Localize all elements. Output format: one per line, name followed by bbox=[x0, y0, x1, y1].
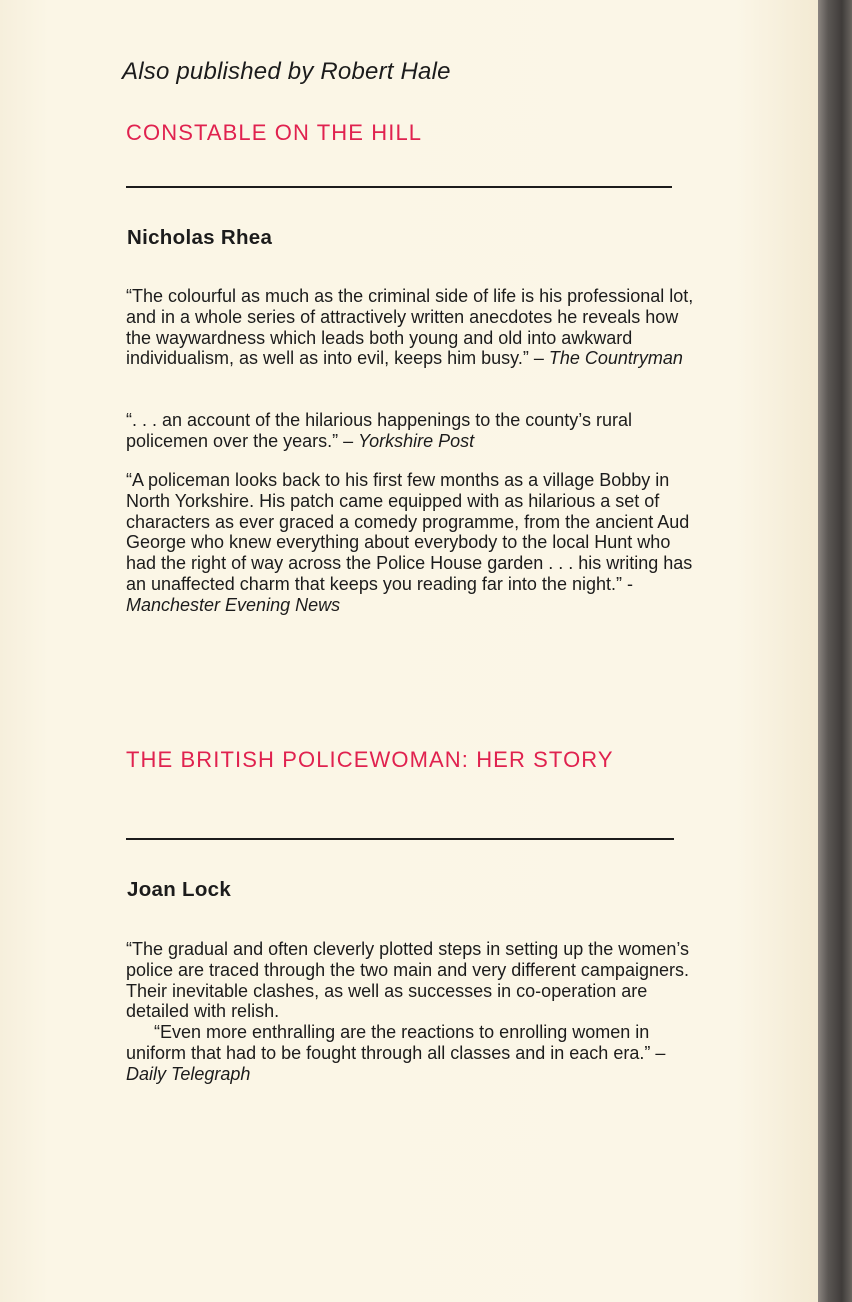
divider-rule bbox=[126, 838, 674, 840]
review-source: Manchester Evening News bbox=[126, 594, 341, 615]
book-title-british-policewoman: THE BRITISH POLICEWOMAN: HER STORY bbox=[126, 747, 614, 772]
book-title-constable-on-the-hill: CONSTABLE ON THE HILL bbox=[126, 120, 423, 145]
review-text: “A policeman looks back to his first few months as a village Bobby in North Yorkshire. His patch came equipped with as hilarious a set of characters as ever graced a comedy programme, from the ancient Aud George who knew everything about everybody to the local Hunt who had the right of way across the Police House garden . . . his writing has an unaffected charm that keeps you reading far into the night.” - bbox=[126, 470, 693, 594]
author-name: Nicholas Rhea bbox=[127, 226, 273, 249]
review-quote bbox=[126, 470, 696, 616]
review-quote bbox=[126, 286, 696, 369]
review-quote bbox=[126, 1022, 696, 1084]
divider-rule bbox=[126, 186, 672, 188]
publisher-line: Also published by Robert Hale bbox=[122, 58, 451, 85]
book-spine-edge bbox=[818, 0, 852, 1302]
review-text: “Even more enthralling are the reactions to enrolling women in uniform that had to be fought through all classes and in each era.” – bbox=[126, 1022, 666, 1063]
review-text: “. . . an account of the hilarious happenings to the county’s rural policemen over the years.” – bbox=[126, 410, 632, 451]
review-source: Yorkshire Post bbox=[358, 430, 475, 451]
review-text: “The colourful as much as the criminal side of life is his professional lot, and in a whole series of attractively written anecdotes he reveals how the waywardness which leads both young and old into awkward individualism, as well as into evil, keeps him busy.” – bbox=[126, 286, 694, 369]
review-text: “The gradual and often cleverly plotted steps in setting up the women’s police are traced through the two main and very different campaigners. Their inevitable clashes, as well as successes in co-operation are detailed with relish. bbox=[126, 939, 690, 1022]
review-quote bbox=[126, 939, 696, 1022]
review-source: The Countryman bbox=[548, 348, 683, 369]
review-quote bbox=[126, 410, 696, 452]
review-source: Daily Telegraph bbox=[126, 1063, 251, 1084]
author-name: Joan Lock bbox=[127, 878, 232, 901]
